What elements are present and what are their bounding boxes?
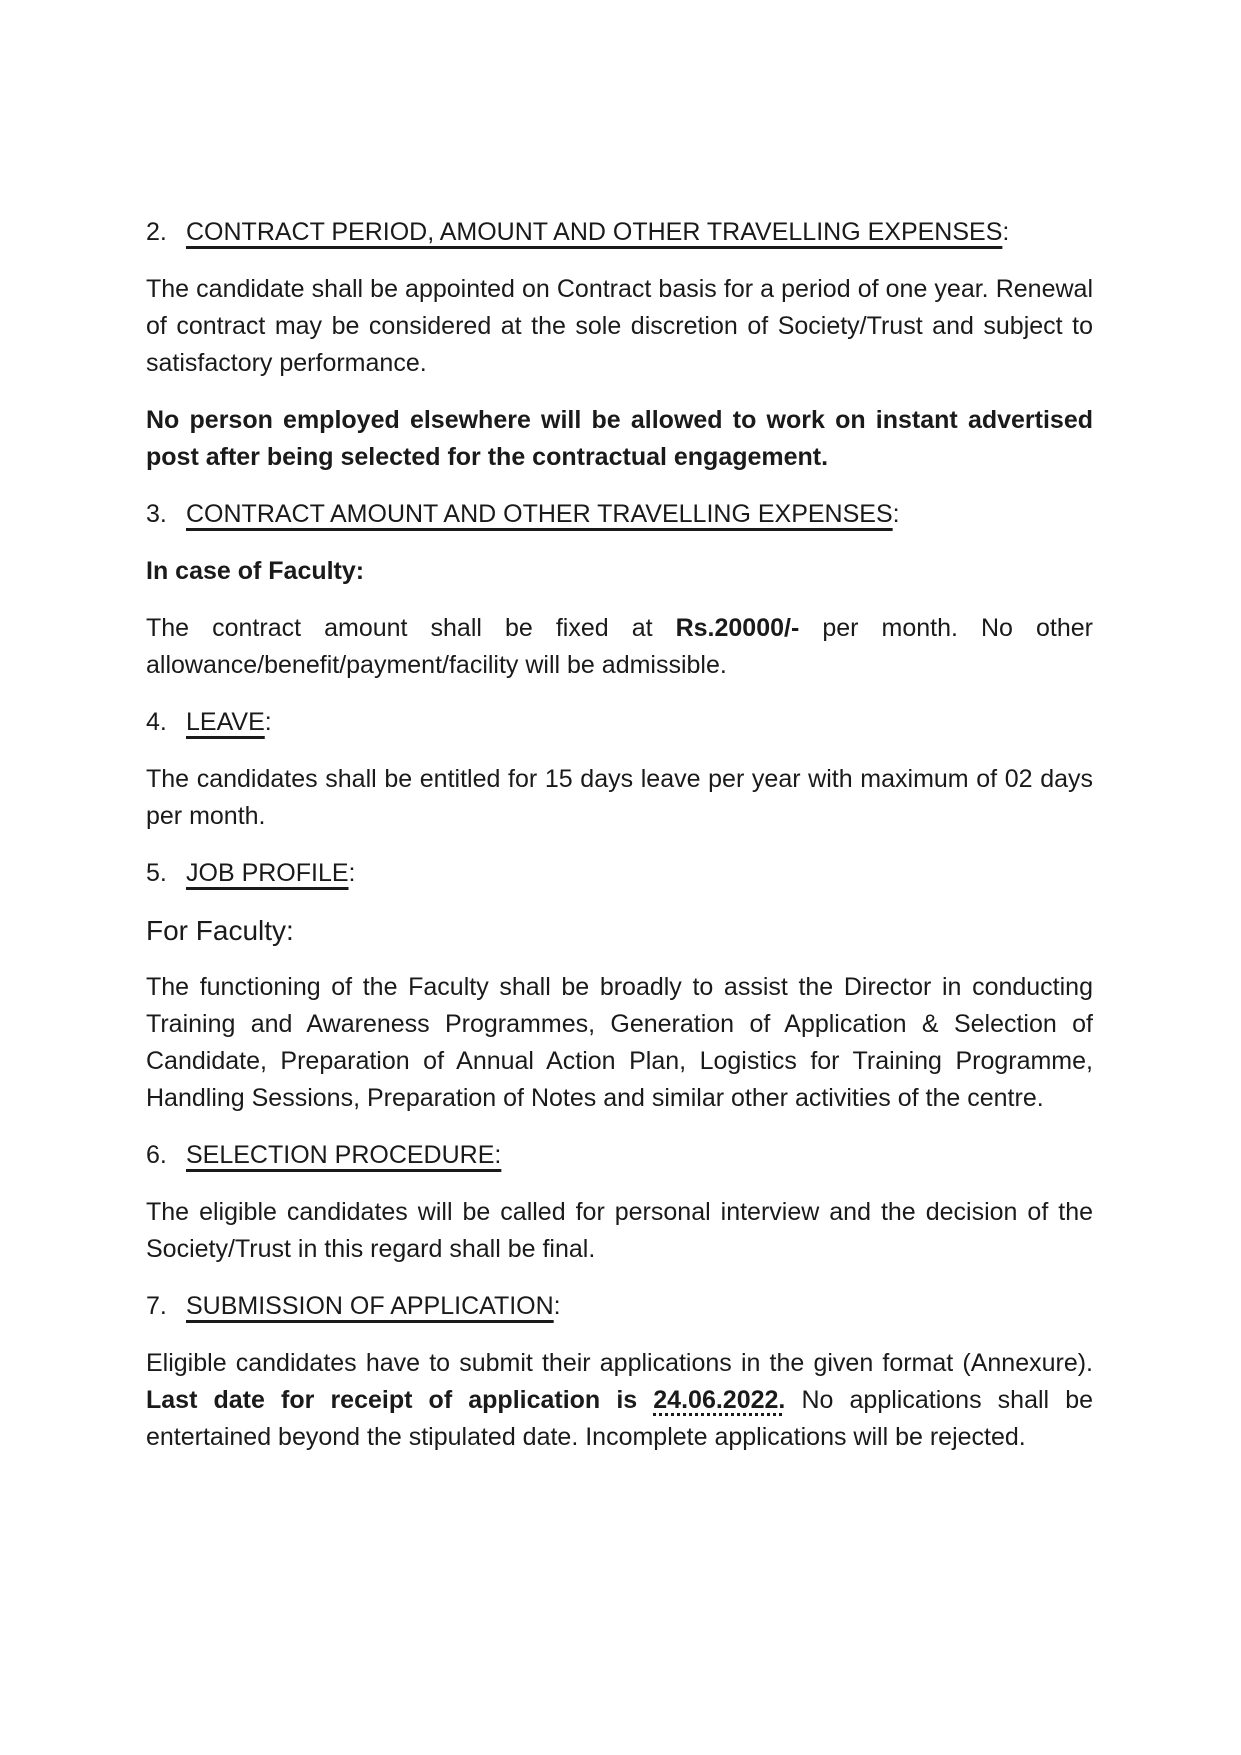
- run-text: No applications shall be entertained beyond the stipulated date. Incomplete applications will be rejected.: [146, 1386, 1094, 1451]
- section-title: LEAVE: [186, 708, 265, 736]
- paragraph-no-person-employed: No person employed elsewhere will be allowed to work on instant advertised post after being selected for the contractual engagement.: [146, 406, 1093, 471]
- section-title: SELECTION PROCEDURE:: [186, 1141, 502, 1169]
- section-heading-contract-period: [146, 214, 1093, 251]
- subheading-for-faculty: For Faculty:: [146, 915, 294, 946]
- paragraph-leave: The candidates shall be entitled for 15 days leave per year with maximum of 02 days per month.: [146, 765, 1093, 830]
- section-title: CONTRACT AMOUNT AND OTHER TRAVELLING EXPENSES: [186, 500, 893, 528]
- paragraph-contract-amount: [146, 610, 1093, 684]
- section-title-suffix: :: [348, 859, 356, 887]
- section-title: SUBMISSION OF APPLICATION: [186, 1292, 554, 1320]
- section-heading-job-profile: [146, 855, 1093, 892]
- section-number: 2.: [146, 218, 167, 246]
- paragraph-submission: [146, 1345, 1093, 1456]
- run-last-date-bold: Last date for receipt of application is: [146, 1386, 654, 1414]
- section-heading-leave: [146, 704, 1093, 741]
- section-title-suffix: :: [1002, 218, 1010, 246]
- section-title-suffix: :: [892, 500, 900, 528]
- section-heading-selection-procedure: [146, 1137, 1093, 1174]
- run-text: The contract amount shall be fixed at: [146, 614, 676, 642]
- section-title-suffix: :: [264, 708, 272, 736]
- section-number: 5.: [146, 859, 167, 887]
- run-date-dotted-underline: 24.06.2022.: [653, 1386, 786, 1414]
- section-number: 4.: [146, 708, 167, 736]
- section-number: 7.: [146, 1292, 167, 1320]
- paragraph-selection-procedure: The eligible candidates will be called for personal interview and the decision of the Society/Trust in this regard shall be final.: [146, 1198, 1093, 1263]
- section-title-suffix: :: [553, 1292, 561, 1320]
- run-text: Eligible candidates have to submit their applications in the given format (Annexure).: [146, 1349, 1093, 1377]
- section-title: CONTRACT PERIOD, AMOUNT AND OTHER TRAVELLING EXPENSES: [186, 218, 1003, 246]
- run-amount-bold: Rs.20000/-: [675, 614, 800, 642]
- section-heading-contract-amount: [146, 496, 1093, 533]
- run-text: per month. No other allowance/benefit/payment/facility will be admissible.: [146, 614, 1093, 679]
- paragraph-contract-period: The candidate shall be appointed on Contract basis for a period of one year. Renewal of contract may be considered at the sole discretion of Society/Trust and subject to satisfactory performance.: [146, 275, 1093, 377]
- section-number: 3.: [146, 500, 167, 528]
- subheading-in-case-of-faculty: In case of Faculty:: [146, 557, 365, 585]
- section-heading-submission: [146, 1288, 1093, 1325]
- section-title: JOB PROFILE: [186, 859, 349, 887]
- paragraph-job-profile: The functioning of the Faculty shall be broadly to assist the Director in conducting Training and Awareness Programmes, Generation of Application & Selection of Candidate, Preparation of Annual Action Plan, Logistics for Training Programme, Handling Sessions, Preparation of Notes and similar other activities of the centre.: [146, 973, 1093, 1112]
- section-number: 6.: [146, 1141, 167, 1169]
